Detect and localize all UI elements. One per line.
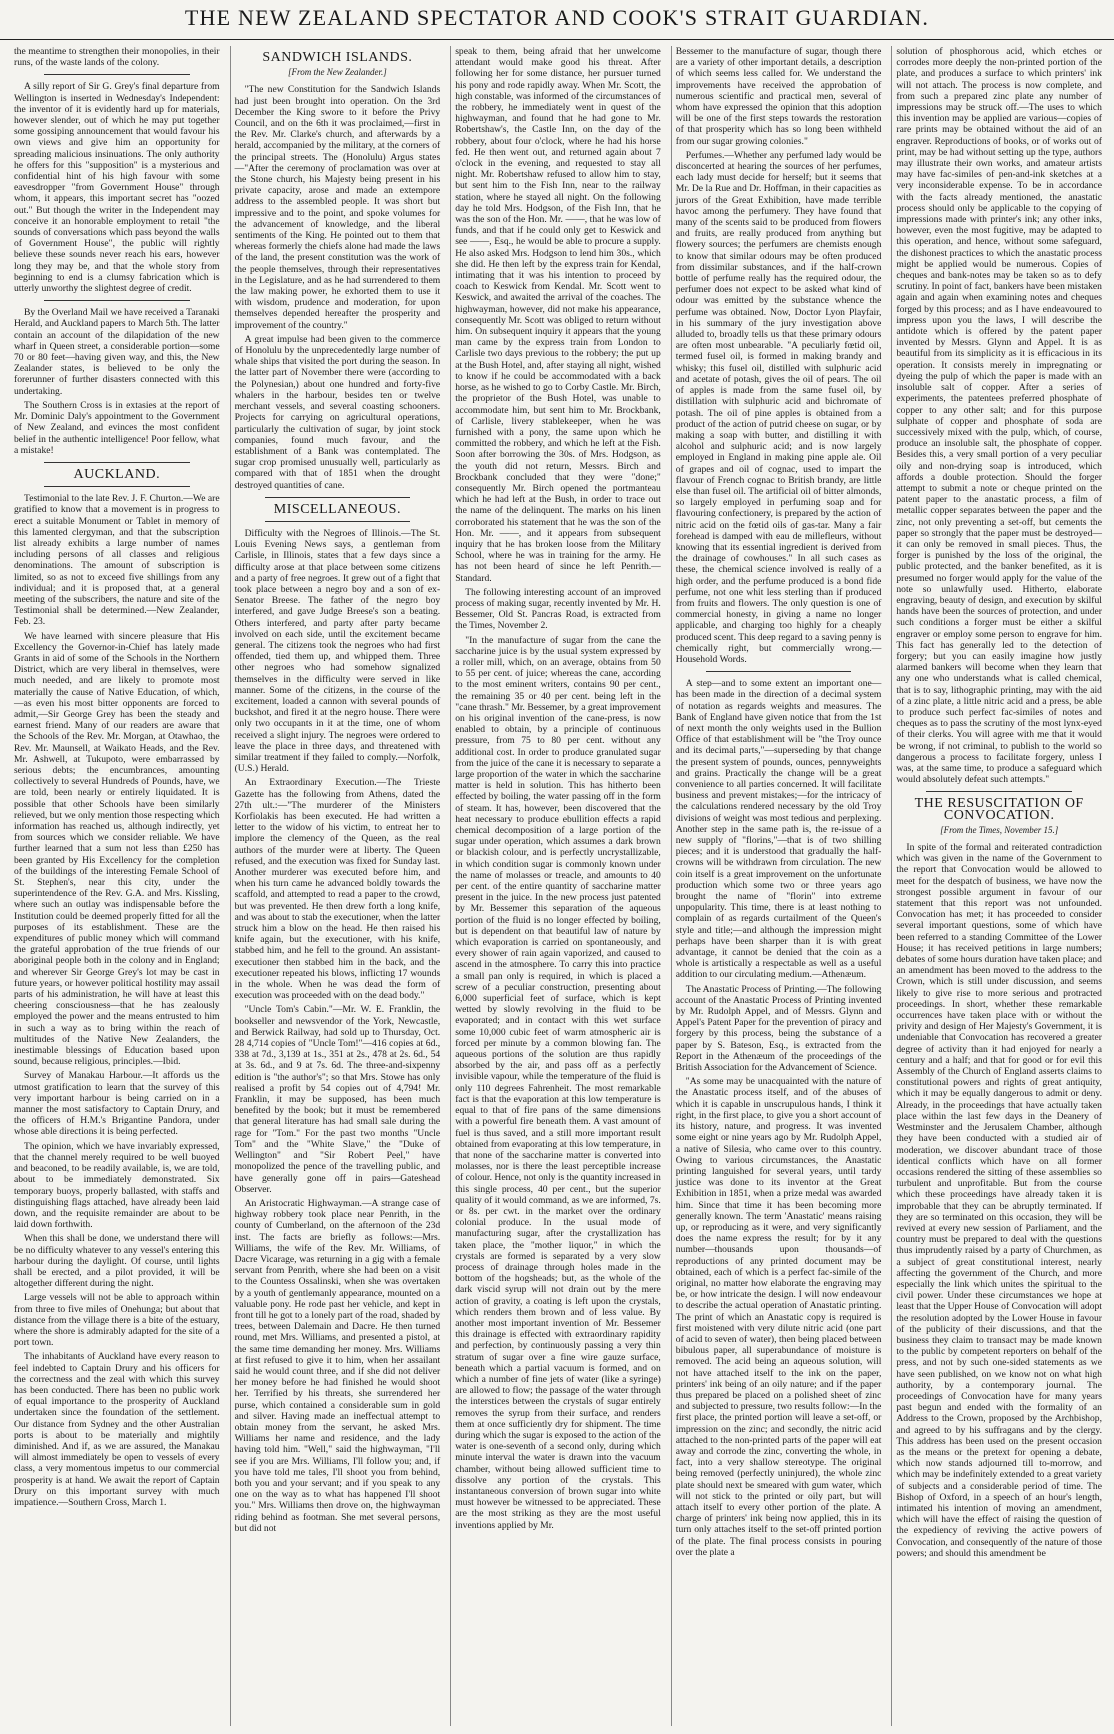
article-text: "In the manufacture of sugar from the cane the saccharine juice is by the usual system expressed by a roller mill, which, on an average, obtains from 50 to 55 per cent. of juice; whereas the cane, according to the most eminent writers, contains 90 per cent., the remaining 35 or 40 per cent. being left in the "cane thrash." Mr. Bessemer, by a great improvement on his original invention of the cane-press, is now enabled to obtain, by a principle of continuous pressure, from 75 to 80 per cent. without any additional cost. In order to produce granulated sugar from the juice of the cane it is necessary to separate a large proportion of the water in which the saccharine matter is held in solution. This has hitherto been effected by boiling, the water passing off in the form of steam. It has, however, been discovered that the heat necessary to produce ebullition effects a rapid chemical decomposition of a large portion of the sugar under operation, which assumes a dark brown or blackish colour, and is perfectly uncrystallizable, in which condition sugar is commonly known under the name of molasses or treacle, and amounts to 40 per cent. of the entire quantity of saccharine matter present in the juice. In the new process just patented by Mr. Bessemer this separation of the aqueous portion of the fluid is no longer effected by boiling, but is dependent on that beautiful law of nature by which evaporation is carried on spontaneously, and every shower of rain again vaporized, and caused to ascend in the atmosphere. To carry this into practice a small pan only is required, in which is placed a screw of a peculiar construction, presenting about 6,000 superficial feet of surface, which is kept wetted by slowly revolving in the fluid to be evaporated; and in contact with this wet surface some 10,000 cubic feet of warm atmospheric air is forced per minute by a common blowing fan. The aqueous portions of the solution are thus rapidly absorbed by the air, and pass off as a perfectly invisible vapour, while the temperature of the fluid is only 110 degrees Fahrenheit. The most remarkable fact is that the evaporation at this low temperature is equal to that of fire pans of the same dimensions with a powerful fire beneath them. A vast amount of fuel is thus saved, and a still more important result obtained from evaporating at this low temperature, in that none of the saccharine matter is converted into molasses, nor is there the least perceptible increase of colour. Hence, not only is the quantity increased in this single process, 40 per cent., but the superior quality of it would command, as we are informed, 7s. or 8s. per cwt. in the market over the ordinary colonial produce. In the usual mode of manufacturing sugar, after the crystallization has taken place, the "mother liquor," in which the crystals are formed is separated by a very slow process of drainage through holes made in the bottom of the hogsheads; but, as the whole of the dark viscid syrup will not drain out by the mere action of gravity, a coating is left upon the crystals, which renders them brown and of less value. By another most important invention of Mr. Bessemer this drainage is effected with extraordinary rapidity and perfection, by continuously passing a very thin stratum of sugar over a fine wire gauze surface, beneath which a partial vacuum is formed, and on which a number of fine jets of water (like a syringe) are allowed to flow; the passage of the water through the interstices between the crystals of sugar entirely removes the syrup from their surface, and renders them at once sufficiently dry for shipment. The time during which the sugar is exposed to the action of the water is one-seventh of a second only, during which minute interval the water is drawn into the vacuum chamber, without being allowed sufficient time to dissolve any portion of the crystals. This instantaneous conversion of brown sugar into white must however be witnessed to be appreciated. These are the most striking as they are the most useful inventions applied by Mr. bbox=[455, 634, 661, 1531]
article-text: Bessemer to the manufacture of sugar, though there are a variety of other important details, a description of which seems less called for. We understand the improvements have received the approbation of numerous scientific and practical men, several of whom have expressed the opinion that this adoption will be one of the first steps towards the restoration of that prosperity which has so long been withheld from our sugar growing colonies." bbox=[675, 46, 882, 147]
article-text: The Southern Cross is in extasies at the report of Mr. Dominic Daly's appointment to the Government of New Zealand, and evinces the most confident belief in the authentic intelligence! Poor fellow, what a mistake! bbox=[14, 399, 220, 456]
section-heading-sandwich-islands: SANDWICH ISLANDS. bbox=[262, 50, 413, 65]
article-text: Large vessels will not be able to approach within from three to five miles of Onehunga; but about that distance from the village there is a bite of the estuary, where the shore is admirably adapted for the site of a port town. bbox=[14, 1292, 220, 1349]
divider bbox=[44, 74, 190, 75]
article-text: Difficulty with the Negroes of Illinois.—The St. Louis Evening News says, a gentleman from Carlisle, in Illinois, states that a few days since a difficulty arose at that place between some citizens and a party of free negroes. It grew out of a fight that took place between a negro boy and a son of ex-Senator Breese. The father of the negro boy interfered, and gave Judge Breese's son a beating. Others interfered, and party after party became involved on each side, until the excitement became general. The citizens took the negroes who had first offended, tied them up, and whipped them. Three other negroes who had somehow signalized themselves in the difficulty were served in like manner. Some of the citizens, in the course of the excitement, loaded a cannon with several pounds of buckshot, and fired it at the negro house. There were only two occupants in it at the time, one of whom received a slight injury. The negroes were ordered to leave the place in three days, and threatened with similar treatment if they failed to comply.—Norfolk, (U.S.) Herald. bbox=[234, 527, 441, 775]
source-note: [From the New Zealander.] bbox=[288, 67, 387, 78]
article-text: "The new Constitution for the Sandwich Islands had just been brought into operation. On the 3rd December the King swore to it before the Privy Council, and on the 6th it was proclaimed,—first in the Rev. Mr. Clarke's church, and afterwards by a herald, accompanied by the military, at the corners of the principal streets. The (Honolulu) Argus states—"After the ceremony of proclamation was over at the Stone church, his Majesty being present in his private capacity, arose and made an extempore address to the assembled people. It was short but impressive and to the point, and spoke volumes for the advancement of knowledge, and the liberal sentiments of the King. He pointed out to them that whereas formerly the chiefs alone had made the laws of the land, the present constitution was the work of the people themselves, through their representatives in the Legislature, and as he had surrendered to them the law making power, he exhorted them to use it with wisdom, prudence and moderation, for upon themselves depended hereafter the prosperity and improvement of the country." bbox=[234, 84, 441, 331]
article-text: the meantime to strengthen their monopolies, in their runs, of the waste lands of the colony. bbox=[14, 46, 220, 69]
article-text: The Anastatic Process of Printing.—The following account of the Anastatic Process of Printing invented by Mr. Rudolph Appel, and of Messrs. Glynn and Appel's Patent Paper for the prevention of piracy and forgery by this process, being the substance of a paper by S. Bateson, Esq., is extracted from the Report in the Athenæum of the proceedings of the British Association for the Advancement of Science. bbox=[675, 983, 882, 1074]
article-text: An Aristocratic Highwayman.—A strange case of highway robbery took place near Penrith, in the county of Cumberland, on the afternoon of the 23d inst. The facts are briefly as follows:—Mrs. Williams, the wife of the Rev. Mr. Williams, of Dacre Vicarage, was returning in a gig with a female servant from Penrith, where she had been on a visit to the Countess Ossalinski, when she was overtaken by a youth of gentlemanly appearance, mounted on a valuable pony. He rode past her vehicle, and kept in front till he got to a lonely part of the road, shaded by trees, between Dalemain and Dacre. He then turned round, met Mrs. Williams, and presented a pistol, at the same time demanding her money. Mrs. Williams at first refused to give it to him, when her assailant said he would count three, and if she did not deliver her money before he had finished he would shoot her. Terrified by his threats, she surrendered her purse, which contained a considerable sum in gold and silver. Having made an ineffectual attempt to obtain money from the servant, he asked Mrs. Williams her name and residence, and the lady having told him. "Well," said the highwayman, "I'll see if you are Mrs. Williams, I'll follow you; and, if you have told me tales, I'll shoot you from behind, both you and your servant; and if you speak to any one on the way as to what has happened I'll shoot you." Mrs. Williams then drove on, the highwayman riding behind as footman. She met several persons, but did not bbox=[234, 1197, 441, 1534]
section-heading-miscellaneous: MISCELLANEOUS. bbox=[273, 501, 401, 517]
column-4 bbox=[671, 46, 886, 1726]
article-text: "As some may be unacquainted with the nature of the Anastatic process itself, and of the abuses of which it is capable in unscrupulous hands, I think it right, in the first place, to give you a short account of its history, nature, and progress. It was invented some eight or nine years ago by Mr. Rudolph Appel, a native of Silesia, who came over to this country. Owing to various circumstances, the Anastatic printing languished for several years, until tardy justice was done to its inventor at the Great Exhibition in 1851, when a prize medal was awarded him. Since that time it has been becoming more generally known. The term 'Anastatic' means raising up, or reproducing as it were, and very significantly does the name express the result; for by it any number—thousands upon thousands—of reproductions of any printed document may be obtained, each of which is a perfect fac-simile of the original, no matter how elaborate the engraving may be, or how intricate the design. I will now endeavour to describe the actual operation of Anastatic printing. The print of which an Anastatic copy is required is first moistened with very dilute nitric acid (one part of acid to seven of water), then being placed between bibulous paper, all superabundance of moisture is removed. The acid being an aqueous solution, will not have attached itself to the ink on the paper, printers' ink being of an oily nature; and if the paper thus prepared be placed on a polished sheet of zinc and subjected to pressure, two results follow:—In the first place, the printed portion will leave a set-off, or impression on the zinc; and secondly, the nitric acid attached to the non-printed parts of the paper will eat away and corrode the zinc, converting the whole, in fact, into a very shallow stereotype. The original being removed (perfectly uninjured), the whole zinc plate should next be smeared with gum water, which will not stick to the printed or oily part, but will attach itself to every other portion of the plate. A charge of printers' ink being now applied, this in its turn only attaches itself to the set-off printed portion of the plate. The final process consists in pouring over the plate a bbox=[675, 1076, 882, 1558]
divider bbox=[265, 497, 411, 498]
article-text: Testimonial to the late Rev. J. F. Churton.—We are gratified to know that a movement is in progress to erect a suitable Monument or Tablet in memory of this lamented clergyman, and that the subscription list already exhibits a large number of names including persons of all classes and religious denominations. The amount of subscription is limited, so as not to exceed five shillings from any individual; and it is proposed that, at a general meeting of the subscribers, the nature and site of the Testimonial shall be determined.—New Zealander, Feb. 23. bbox=[14, 493, 220, 628]
article-text: A silly report of Sir G. Grey's final departure from Wellington is inserted in Wednesday's Independent: the inventor of it is evidently hard up for materials, however slender, out of which he may put together some gossiping announcement that would favour his own views and give him an opportunity for spreading malicious insinuations. The only authority he offers for this "supposition" is a mysterious and confidential hint of his high favour with some eavesdropper "from Government House" through whom, it appears, this important secret has "oozed out." But though the writer in the Independent may conceive it an honorable employment to retail "the sounds of conversations which pass beyond the walls of Government House", the public will rightly believe these sounds never reach his ears, however long they may be, and that the whole story from beginning to end is a clumsy fabrication which is utterly unworthy the slightest degree of credit. bbox=[14, 81, 220, 295]
article-text: An Extraordinary Execution.—The Trieste Gazette has the following from Athens, dated the 27th ult.:—"The murderer of the Ministers Korfiolakis has been executed. He had written a letter to the widow of his victim, to entreat her to implore the clemency of the Queen, as the real authors of the murder were at liberty. The Queen refused, and the execution was fixed for Sunday last. Another murderer was executed before him, and when his turn came he advanced boldly towards the scaffold, and attempted to read a paper to the crowd, but was prevented. He then drew forth a long knife, and was about to stab the executioner, when the latter struck him a blow on the head. He then raised his knife again, but the executioner, with his knife, stabbed him, and he fell to the ground. An assistant-executioner then stabbed him in the back, and the executioner repeated his blows, inflicting 17 wounds in the whole. When he was dead the form of execution was proceeded with on the dead body." bbox=[234, 777, 441, 1002]
column-1 bbox=[10, 46, 224, 1726]
divider bbox=[44, 462, 190, 463]
article-text: When this shall be done, we understand there will be no difficulty whatever to any vessel's entering this harbour during the daylight. Of course, until lights shall be erected, and a pilot provided, it will be altogether different during the night. bbox=[14, 1233, 220, 1290]
article-text: A great impulse had been given to the commerce of Honolulu by the unprecedentedly large number of whale ships that visited the port during the season. In the latter part of November there were (according to the Polynesian,) about one hundred and forty-five whalers in the harbour, besides ten or twelve merchant vessels, and several coasting schooners. Projects for carrying on agricultural operations, particularly the cultivation of sugar, by joint stock companies, found much favour, and the establishment of a Bank was contemplated. The sugar crop promised unusually well, particularly as compared with that of 1851 when the drought destroyed quantities of cane. bbox=[234, 333, 441, 491]
article-text: In spite of the formal and reiterated contradiction which was given in the name of the Government to the report that Convocation would be allowed to meet for the despatch of business, we have now the strongest possible argument in favour of our statement that this report was not unfounded. Convocation has met; it has proceeded to consider several important questions, some of which have been referred to a standing Committee of the Lower House; it has received petitions in large numbers; debates of some hours duration have taken place; and an amendment has been moved to the address to the Crown, which is still under discussion, and seems likely to give rise to more serious and protracted proceedings. In short, whether these remarkable occurrences have taken place with or without the privity and design of Her Majesty's Government, it is undeniable that Convocation has recovered a greater degree of activity than it had enjoyed for nearly a century and a half; and that for good or for evil this Assembly of the Church of England asserts claims to constitutional powers and rights of great antiquity, which it may be equally dangerous to admit or deny. Already, in the proceedings that have actually taken place within the last few days in the Deanery of Westminster and the Jerusalem Chamber, although they have been conducted with a studied air of moderation, we discover abundant trace of those identical conflicts which have on all former occasions rendered the sitting of these assemblies so turbulent and unprofitable. But from the course which these proceedings have already taken it is improbable that they can be abruptly terminated. If they are so terminated on this occasion, they will be revived at every new session of Parliament, and the country must be prepared to deal with the questions thus imprudently raised by a party of Churchmen, as a subject of great constitutional interest, nearly affecting the government of the Church, and more especially the link which unites the spiritual to the civil power. Under these circumstances we hope at least that the Upper House of Convocation will adopt the resolution adopted by the Lower House in favour of the publicity of their discussions, and that the business they claim to transact may be made known to the public by competent reporters on behalf of the press, and not by such one-sided statements as we have seen published, on we know not on what high authority, by a contemporary journal. The proceedings of Convocation have for many years past begun and ended with the formality of an Address to the Crown, proposed by the Archbishop, and agreed to by his suffragans and by the clergy. This address has been used on the present occasion as the means or the pretext for opening a debate, which now stands adjourned till to-morrow, and which may be indefinitely extended to a great variety of subjects and a considerable period of time. The Bishop of Oxford, in a speech of an hour's length, intimated his intention of moving an amendment, which will have the effect of raising the question of the expediency of reviving the active powers of Convocation, and consequently of the nature of those powers; and should this amendment be bbox=[896, 842, 1102, 1559]
divider bbox=[926, 791, 1072, 792]
article-text: A step—and to some extent an important one—has been made in the direction of a decimal system of notation as regards weights and measures. The Bank of England have given notice that from the 1st of next month the only weights used in the Bullion Office of that establishment will be "the Troy ounce and its decimal parts,"—superseding by that change the present system of pounds, ounces, pennyweights and grains. Practically the change will be a great convenience to all parties concerned. It will facilitate business and prevent mistakes;—for the intricacy of the calculations rendered necessary by the old Troy divisions of weight was most tedious and perplexing. Another step in the same path is, the re-issue of a new supply of "florins,"—that is of two shilling pieces; and it is understood that gradually the half-crowns will be withdrawn from circulation. The new coin itself is a great improvement on the unfortunate production which some two or three years ago brought the name of "florin" into extreme unpopularity. This time, there is at least nothing to complain of as regards curtailment of the Queen's style and title;—and although the impression might perhaps have been sharper than it is with great advantage, it cannot be denied that the coin as a whole is artistically a respectable as well as a useful addition to our circulating medium.—Athenæum. bbox=[675, 678, 882, 981]
column-2 bbox=[230, 46, 445, 1726]
divider bbox=[706, 671, 852, 672]
column-5 bbox=[891, 46, 1106, 1726]
section-heading-auckland: AUCKLAND. bbox=[73, 466, 161, 482]
article-text: speak to them, being afraid that her unwelcome attendant would make good his threat. After following her for some distance, her pursuer turned his pony and rode rapidly away. When Mr. Scott, the high constable, was informed of the circumstances of the robbery, he immediately went in quest of the highwayman, and found that he had gone to Mr. Robertshaw's, the Castle Inn, on the day of the robbery, about four o'clock, where he had his horse fed. He then went out, and returned again about 7 o'clock in the evening, and requested to stay all night. Mr. Robertshaw refused to allow him to stay, but sent him to the Fish Inn, near to the railway station, where he stayed all night. On the following day he told Mrs. Hodgson, of the Fish Inn, that he was the son of the Hon. Mr. ——, that he was low of funds, and that if he could only get to Keswick and see ——, Esq., he would be able to procure a supply. He also asked Mrs. Hodgson to lend him 30s., which she did. He then left by the express train for Kendal, intimating that it was his intention to proceed by coach to Keswick from Kendal. Mr. Scott went to Keswick, and awaited the arrival of the coaches. The highwayman, however, did not make his appearance, consequently Mr. Scott was obliged to return without him. On subsequent inquiry it appears that the young man came by the express train from London to Carlisle two days previous to the robbery; the put up at the Bush Hotel, and, after staying all night, wished to know if he could be accommodated with a back horse, as he wished to go to Corby Castle. Mr. Birch, the proprietor of the Bush Hotel, was unable to accommodate him, but sent him to Mr. Brockbank, of Carlisle, livery stablekeeper, when he was furnished with a pony, the same upon which he committed the robbery, and which he left at the Fish. Soon after borrowing the 30s. of Mrs. Hodgson, as the youth did not return, Messrs. Birch and Brockbank concluded that they were "done;" consequently Mr. Birch opened the portmanteau which he had left at the Bush, in order to trace out the name of the delinquent. The marks on his linen corroborated his statement that he was the son of the Hon. Mr. ——, and it appears from subsequent inquiry that he has broken loose from the Military School, where he was in training for the army. He has not been heard of since he left Penrith.—Standard. bbox=[455, 46, 661, 584]
newspaper-title: THE NEW ZEALAND SPECTATOR AND COOK'S STRAIT GUARDIAN. bbox=[184, 5, 930, 30]
section-heading-convocation: THE RESUSCITATION OF CONVOCATION. bbox=[914, 796, 1084, 823]
divider bbox=[44, 486, 190, 487]
article-text: Survey of Manakau Harbour.—It affords us the utmost gratification to learn that the survey of this very important harbour is being carried on in a manner the most satisfactory to Captain Drury, and the officers of H.M.'s Brigantine Pandora, under whose able directions it is being perfected. bbox=[14, 1070, 220, 1138]
columns bbox=[10, 46, 1106, 1726]
article-text: "Uncle Tom's Cabin."—Mr. W. E. Franklin, the bookseller and newsvendor of the York, Newcastle, and Berwick Railway, had sold up to Thursday, Oct. 28 4,714 copies of "Uncle Tom!"—416 copies at 6d., 338 at 7d., 3,139 at 1s., 351 at 2s., 478 at 2s. 6d., 54 at 3s. 6d., and 9 at 7s. 6d. The three-and-sixpenny edition is "the author's"; so that Mrs. Stowe has only realised a profit by 54 copies out of 4,794! Mr. Franklin, it may be supposed, has been much benefited by the book; but it must be remembered that general literature has had small sale during the rage for "Tom." For the past two months "Uncle Tom" and the "White Slave," the "Duke of Wellington" and "Sir Robert Peel," have monopolized the pence of the travelling public, and have generally gone off in pairs—Gateshead Observer. bbox=[234, 1004, 441, 1195]
source-note: [From the Times, November 15.] bbox=[940, 824, 1059, 835]
article-text: We have learned with sincere pleasure that His Excellency the Governor-in-Chief has lately made Grants in aid of some of the Schools in the Northern District, which are very liberal in themselves, were much needed, and are likely to promote most materially the cause of Native Education, of which,—as even his most bitter opponents are forced to admit,—Sir George Grey has been the steady and earnest friend. Many of our readers are aware that the Schools of the Rev. Mr. Morgan, at Otawhao, the Rev. Mr. Maunsell, at Waikato Heads, and the Rev. Mr. Ashwell, at Tukupoto, were embarrassed by serious debts; the encumbrances, amounting collectively to several Hundreds of Pounds, have, we are told, been nearly or entirely liquidated. It is possible that other Schools have been similarly relieved, but we only mention those respecting which information has reached us, although indirectly, yet from sources which we consider reliable. We have further learned that a sum not less than £250 has been granted by His Excellency for the completion of the buildings of the interesting Female School of St. Stephen's, near this city, under the superintendence of the Rev. G.A. and Mrs. Kissling, where such an outlay was indispensable before the Institution could be deemed properly fitted for all the purposes of its establishment. These are the expenditures of public money which will command the grateful approbation of the true friends of our aboriginal people both in the colony and in England; and wherever Sir George Grey's lot may be cast in future years, or however political hostility may assail parts of his administration, he will have at least this cheering consciousness—that he has zealously employed the power and the means entrusted to him in such a way as to bring within the reach of multitudes of the Native New Zealanders, the inestimable blessings of Education based upon sound, because religious, principles.—Ibid. bbox=[14, 630, 220, 1068]
divider bbox=[265, 521, 411, 522]
article-text: By the Overland Mail we have received a Taranaki Herald, and Auckland papers to March 5th. The latter contain an account of the dilapidation of the new wharf in Queen street, a considerable portion—some 70 or 80 feet—having given way, and this, the New Zealander states, is believed to be only the forerunner of further disasters connected with this undertaking. bbox=[14, 307, 220, 397]
divider bbox=[44, 300, 190, 301]
article-text: solution of phosphorous acid, which etches or corrodes more deeply the non-printed portion of the plate, and produces a surface to which printers' ink will not attach. The process is now complete, and from such a prepared zinc plate any number of impressions may be struck off.—The uses to which this invention may be applied are various—copies of rare prints may be obtained without the aid of an engraver. Reproductions of books, or of works out of print, may be had without setting up the type, authors may illustrate their own works, and amateur artists may have fac-similes of pen-and-ink sketches at a very inconsiderable expense. To be in accordance with the facts already mentioned, the anastatic process should only be applicable to the copying of impressions made with printer's ink; any other inks, however, even the most fugitive, may be adapted to this operation, and hence, without some safeguard, the dishonest practices to which the anastatic process might be applied would be numerous. Copies of cheques and bank-notes may be taken so as to defy scrutiny. In point of fact, bankers have been mistaken again and again when examining notes and cheques forged by this process; and as I have endeavoured to impress upon you the laws, I will describe the antidote which is offered by the patent paper invented by Messrs. Glynn and Appel. It is as beautiful from its simplicity as it is efficacious in its operation. It consists merely in impregnating or dyeing the pulp of which the paper is made with an insoluble salt of copper. After a series of experiments, the patentees preferred phosphate of copper to any other salt; and for this purpose sulphate of copper and phosphate of soda are successively mixed with the pulp, which, of course, produce an insoluble salt, the phosphate of copper. Besides this, a very small portion of a very peculiar oily and non-drying soap is introduced, which affords a double protection. Should the forger attempt to submit a note or cheque printed on the patent paper to the anastatic process, a film of metallic copper separates between the paper and the zinc, not only preventing a set-off, but cements the paper so strongly that the paper must be destroyed—it can only be removed in small pieces. Thus, the forger is punished by the loss of the original, the public protected, and the banker benefited, as it is presumed no forger would apply for the value of the note so unlawfully used. Hitherto, elaborate engraving, beauty of design, and execution by skilful hands have been the sources of protection, and under such conditions a forger must be either a skilful engraver or employ some person to engrave for him. This fact has generally led to the detection of forgery; but you can easily imagine how justly alarmed bankers will become when they learn that any one who understands what is called chemical, that is to say, lithographic printing, may with the aid of a zinc plate, a little nitric acid and a press, be able to produce such perfect fac-similes of notes and cheques as to pass the scrutiny of the most lynx-eyed of their clerks. You will agree with me that it would be wrong, if not criminal, to publish to the world so dangerous a process to facilitate forgery, unless I was, at the same time, to produce a safeguard which would absolutely defeat such attempts." bbox=[896, 46, 1102, 786]
article-text: Perfumes.—Whether any perfumed lady would be disconcerted at hearing the sources of her perfumes, each lady must decide for herself; but it seems that Mr. De la Rue and Dr. Hoffman, in their capacities as jurors of the Great Exhibition, have made terrible havoc among the perfumery. They have found that many of the scents said to be produced from flowers and fruits, are really produced from anything but flowery sources; the perfumers are chemists enough to know that similar odours may be often produced from dissimilar substances, and if the half-crown bottle of perfume really has the required odour, the perfumer does not expect to be asked what kind of odour was emitted by the substance whence the perfume was obtained. Now, Doctor Lyon Playfair, in his summary of the jury investigation above alluded to, broadly tells us that these primary odours are often most unbearable. "A peculiarly fœtid oil, termed fusel oil, is formed in making brandy and whisky; this fusel oil, distilled with sulphuric acid and acetate of potash, gives the oil of pears. The oil of apples is made from the same fusel oil, by distillation with sulphuric acid and bichromate of potash. The oil of pine apples is obtained from a product of the action of putrid cheese on sugar, or by making a soap with butter, and distilling it with alcohol and sulphuric acid; and is now largely employed in England in making pine apple ale. Oil of grapes and oil of cognac, used to impart the flavour of French cognac to British brandy, are little else than fusel oil. The artificial oil of bitter almonds, so largely employed in perfuming soap and for flavouring confectionery, is prepared by the action of nitric acid on the fœtid oils of gas-tar. Many a fair forehead is damped with eau de millefleurs, without knowing that its essential ingredient is derived from the drainage of cowhouses." In all such cases as these, the chemical science involved is really of a high order, and the perfume produced is a bond fide perfume, not one whit less sterling than if produced from fruits and flowers. The only question is one of commercial honesty, in giving a name no longer applicable, and charging too highly for a cheaply produced scent. This deep regard to a saving penny is chemically right, but commercially wrong.—Household Words. bbox=[675, 149, 882, 665]
column-3 bbox=[450, 46, 665, 1726]
article-text: The inhabitants of Auckland have every reason to feel indebted to Captain Drury and his officers for the correctness and the zeal with which this survey has been conducted. There has been no public work of equal importance to the prosperity of Auckland undertaken since the foundation of the settlement. Our distance from Sydney and the other Australian ports is about to be materially and mightily diminished. And if, as we are assured, the Manakau will almost immediately be open to vessels of every class, a very momentous impetus to our commercial prosperity is at hand. We await the report of Captain Drury on this important survey with much impatience.—Southern Cross, March 1. bbox=[14, 1351, 220, 1508]
article-text: The following interesting account of an improved process of making sugar, recently invented by Mr. H. Bessemer, Old St. Pancras Road, is extracted from the Times, November 2. bbox=[455, 586, 661, 632]
masthead bbox=[0, 0, 1114, 40]
article-text: The opinion, which we have invariably expressed, that the channel merely required to be well buoyed and beaconed, to be readily available, is, we are told, about to be immediately demonstrated. Six temporary buoys, properly ballasted, with staffs and distinguishing flags attached, have already been laid down, and the requisite remainder are about to be laid down forthwith. bbox=[14, 1140, 220, 1231]
